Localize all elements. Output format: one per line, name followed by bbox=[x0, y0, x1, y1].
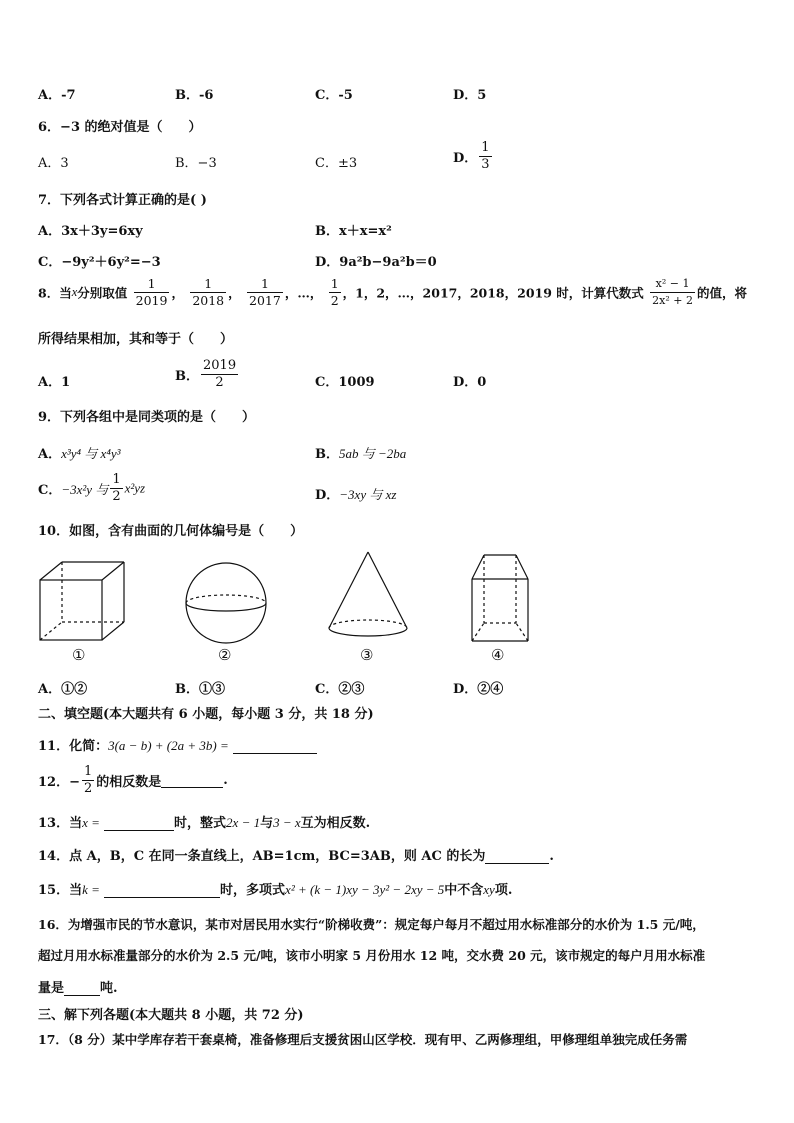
figure-label-3: ③ bbox=[360, 646, 374, 664]
figure-label-4: ④ bbox=[491, 646, 505, 664]
q7-option-c: C．−9y²＋6y²=−3 bbox=[38, 255, 161, 270]
sphere-figure bbox=[183, 560, 269, 646]
q6-option-c: C．±3 bbox=[315, 156, 358, 171]
q7-stem: 7．下列各式计算正确的是( ) bbox=[38, 193, 207, 208]
q9-option-c: C．−3x²y 与 $\frac{1}{2}$ x²yz bbox=[38, 472, 146, 504]
q9-option-a: A．x³y⁴ 与 x⁴y³ bbox=[38, 446, 121, 462]
q5-option-d: D．5 bbox=[453, 88, 487, 103]
q5-option-b: B．-6 bbox=[175, 88, 214, 103]
q9-stem: 9．下列各组中是同类项的是（ ） bbox=[38, 410, 256, 425]
q6-option-d: D． $\frac{1}{3}$ bbox=[453, 140, 490, 172]
q13-answer-blank[interactable] bbox=[104, 816, 174, 831]
q15: 15．当k = 时，多项式x² + (k − 1)xy − 3y² − 2xy − 5中不含xy项. bbox=[38, 882, 513, 898]
q9-option-b: B．5ab 与 −2ba bbox=[315, 446, 407, 462]
q8-stem: 8．当x分别取值 $\frac{1}{2019}$ ， $\frac{1}{2018}$ ， $\frac{1}{2017}$ ，…， $\frac{1}{2}$ ，1，2，…，2017，2018，2019 时，计算代数式 $\frac{\text{x² − 1}}{\text{2x² + 2}}$ 的值，将 bbox=[38, 276, 747, 308]
q14: 14．点 A，B，C 在同一条直线上，AB=1cm，BC=3AB，则 AC 的长为 . bbox=[38, 849, 554, 864]
q9-option-d: D．−3xy 与 xz bbox=[315, 487, 397, 503]
q8-option-a: A．1 bbox=[38, 375, 71, 390]
q10-option-c: C．②③ bbox=[315, 682, 365, 697]
q8-option-b: B． $\frac{2019}{2}$ bbox=[175, 358, 237, 390]
q8-option-c: C．1009 bbox=[315, 375, 375, 390]
prism-figure bbox=[470, 553, 530, 645]
q10-option-a: A．①② bbox=[38, 682, 88, 697]
q16-answer-blank[interactable] bbox=[64, 981, 100, 996]
q10-option-b: B．①③ bbox=[175, 682, 225, 697]
q16-line3: 量是 吨. bbox=[38, 981, 118, 996]
q11: 11．化简：3(a − b) + (2a + 3b) = bbox=[38, 735, 317, 754]
figure-label-1: ① bbox=[72, 646, 86, 664]
q5-option-a: A．-7 bbox=[38, 88, 76, 103]
q8-option-d: D．0 bbox=[453, 375, 487, 390]
q13: 13．当x = 时，整式2x − 1与3 − x互为相反数. bbox=[38, 815, 371, 831]
q14-answer-blank[interactable] bbox=[485, 849, 549, 864]
q7-option-b: B．x＋x=x² bbox=[315, 224, 392, 239]
q16-line2: 超过月用水标准量部分的水价为 2.5 元/吨，该市小明家 5 月份用水 12 吨，交水费 20 元，该市规定的每户月用水标准 bbox=[38, 948, 706, 963]
q8-stem-line2: 所得结果相加，其和等于（ ） bbox=[38, 332, 234, 347]
section-2-title: 二、填空题(本大题共有 6 小题，每小题 3 分，共 18 分) bbox=[38, 707, 374, 722]
q16-line1: 16．为增强市民的节水意识，某市对居民用水实行“阶梯收费”：规定每户每月不超过用水标准部分的水价为 1.5 元/吨， bbox=[38, 917, 705, 932]
q7-option-d: D．9a²b−9a²b＝0 bbox=[315, 255, 437, 270]
cone-figure bbox=[326, 550, 410, 645]
q11-answer-blank[interactable] bbox=[233, 739, 317, 754]
section-3-title: 三、解下列各题(本大题共 8 小题，共 72 分) bbox=[38, 1008, 304, 1023]
q15-answer-blank[interactable] bbox=[104, 883, 220, 898]
figure-label-2: ② bbox=[218, 646, 232, 664]
q12: 12．− $\frac{1}{2}$ 的相反数是 . bbox=[38, 764, 228, 796]
q6-option-b: B．−3 bbox=[175, 156, 217, 171]
q10-option-d: D．②④ bbox=[453, 682, 504, 697]
q7-option-a: A．3x＋3y=6xy bbox=[38, 224, 143, 239]
q6-option-a: A．3 bbox=[38, 156, 69, 171]
q5-option-c: C．-5 bbox=[315, 88, 353, 103]
q10-stem: 10．如图，含有曲面的几何体编号是（ ） bbox=[38, 524, 304, 539]
q6-stem: 6．−3 的绝对值是（ ） bbox=[38, 120, 202, 135]
q17-stem: 17．（8 分）某中学库存若干套桌椅，准备修理后支援贫困山区学校．现有甲、乙两修理组，甲修理组单独完成任务需 bbox=[38, 1032, 688, 1047]
q12-answer-blank[interactable] bbox=[161, 773, 223, 788]
cube-figure bbox=[38, 560, 128, 645]
